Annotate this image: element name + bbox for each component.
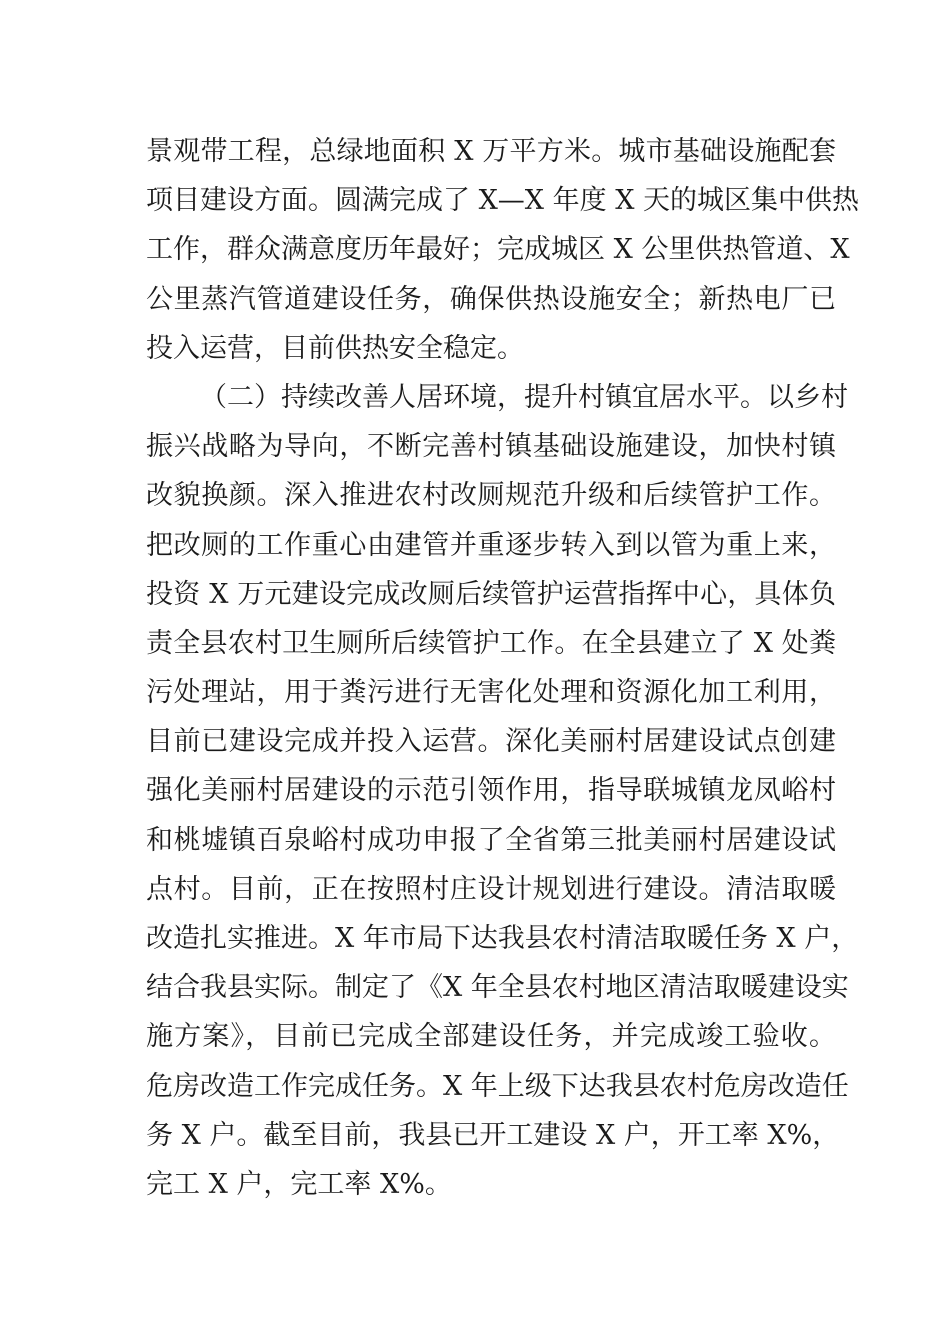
paragraph-2-line: 污处理站，用于粪污进行无害化处理和资源化加工利用，: [146, 677, 836, 709]
paragraph-1-line: 项目建设方面。圆满完成了 X—X 年度 X 天的城区集中供热: [146, 185, 859, 217]
document-body: [146, 127, 859, 1209]
paragraph-1-line: 工作，群众满意度历年最好；完成城区 X 公里供热管道、X: [146, 234, 850, 266]
paragraph-2-line: 务 X 户。截至目前，我县已开工建设 X 户，开工率 X%，: [146, 1119, 840, 1151]
paragraph-2-line: 点村。目前，正在按照村庄设计规划进行建设。清洁取暖: [146, 873, 836, 905]
paragraph-2-line: 目前已建设完成并投入运营。深化美丽村居建设试点创建: [146, 726, 836, 758]
paragraph-2-line: 把改厕的工作重心由建管并重逐步转入到以管为重上来，: [146, 529, 836, 561]
paragraph-2-line: 投资 X 万元建设完成改厕后续管护运营指挥中心，具体负: [146, 578, 836, 610]
paragraph-2-line: 改貌换颜。深入推进农村改厕规范升级和后续管护工作。: [146, 480, 836, 512]
paragraph-1-line: 投入运营，目前供热安全稳定。: [146, 332, 524, 364]
paragraph-2-heading-line: （二）持续改善人居环境，提升村镇宜居水平。以乡村: [200, 381, 848, 413]
paragraph-1-line: 景观带工程，总绿地面积 X 万平方米。城市基础设施配套: [146, 136, 836, 167]
paragraph-1-line: 公里蒸汽管道建设任务，确保供热设施安全；新热电厂已: [146, 283, 836, 315]
paragraph-2-line: 强化美丽村居建设的示范引领作用，指导联城镇龙凤峪村: [146, 775, 836, 807]
paragraph-2-line: 完工 X 户，完工率 X%。: [146, 1168, 452, 1200]
paragraph-2-line: 危房改造工作完成任务。X 年上级下达我县农村危房改造任: [146, 1070, 849, 1102]
paragraph-2-line: 施方案》，目前已完成全部建设任务，并完成竣工验收。: [146, 1021, 836, 1053]
paragraph-2-line: 和桃墟镇百泉峪村成功申报了全省第三批美丽村居建设试: [146, 824, 836, 856]
paragraph-2-line: 结合我县实际。制定了《X 年全县农村地区清洁取暖建设实: [146, 972, 849, 1004]
paragraph-2-line: 责全县农村卫生厕所后续管护工作。在全县建立了 X 处粪: [146, 627, 836, 659]
paragraph-2-line: 振兴战略为导向，不断完善村镇基础设施建设，加快村镇: [146, 431, 836, 463]
paragraph-2-line: 改造扎实推进。X 年市局下达我县农村清洁取暖任务 X 户，: [146, 923, 859, 954]
